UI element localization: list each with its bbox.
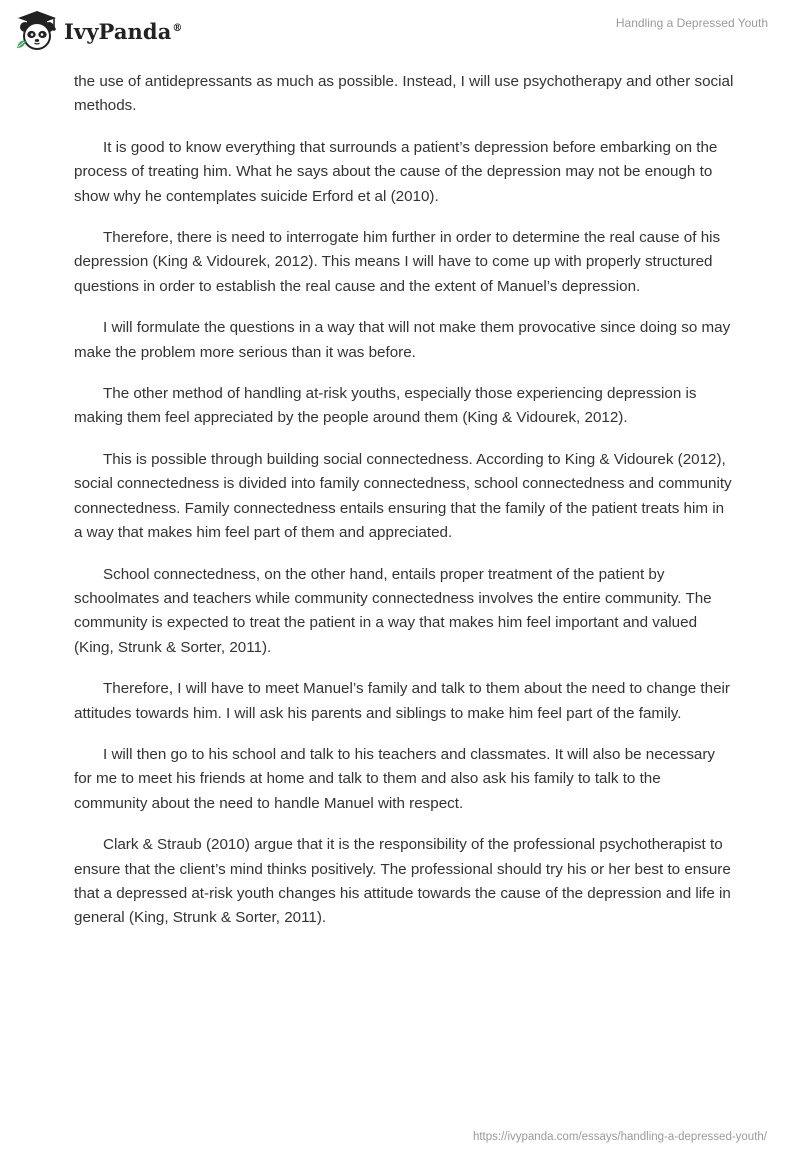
essay-body [74,70,734,948]
paragraph-6: This is possible through building social connectedness. According to King & Vidourek (2012), social connectedness is divided into family connectedness, school connectedness and community connectedness. Family connectedness entails ensuring that the family of the patient treats him in a way that makes him feel part of them and appreciated. [74,450,732,542]
paragraph-1: the use of antidepressants as much as possible. Instead, I will use psychotherapy and other social methods. [74,73,734,115]
paragraph-3: Therefore, there is need to interrogate him further in order to determine the real cause of his depression (King & Vidourek, 2012). This means I will have to come up with properly structured questions in order to establish the real cause and the extent of Manuel’s depression. [74,229,721,295]
registered-mark: ® [172,22,183,34]
page-title: Handling a Depressed Youth [615,16,768,30]
panda-graduate-icon [14,8,60,54]
paragraph-4: I will formulate the questions in a way that will not make them provocative since doing so may make the problem more serious than it was before. [74,319,731,361]
paragraph-9: I will then go to his school and talk to his teachers and classmates. It will also be necessary for me to meet his friends at home and talk to them and also ask his family to talk to the community about the need to handle Manuel with respect. [74,745,716,812]
ivypanda-logo[interactable] [14,8,192,54]
paragraph-10: Clark & Straub (2010) argue that it is the responsibility of the professional psychotherapist to ensure that the client’s mind thinks positively. The professional should try his or her best to ensure that a depressed at-risk youth changes his attitude towards the cause of the depression and life in general (King, Strunk & Sorter, 2011). [74,836,731,927]
paragraph-2: It is good to know everything that surrounds a patient’s depression before embarking on the process of treating him. What he says about the cause of the depression may not be enough to show why he contemplates suicide Erford et al (2010). [74,138,718,205]
brand-name: IvyPanda® [64,18,183,44]
page-header [0,0,800,62]
source-url[interactable]: https://ivypanda.com/essays/handling-a-depressed-youth/ [472,1131,767,1143]
paragraph-8: Therefore, I will have to meet Manuel’s family and talk to them about the need to change their attitudes towards him. I will ask his parents and siblings to make him feel part of the family. [74,680,730,722]
paragraph-7: School connectedness, on the other hand, entails proper treatment of the patient by schoolmates and teachers while community connectedness involves the entire community. The community is expected to treat the patient in a way that makes him feel important and valued (King, Strunk & Sorter, 2011). [74,565,712,656]
paragraph-5: The other method of handling at-risk youths, especially those experiencing depression is making them feel appreciated by the people around them (King & Vidourek, 2012). [74,385,697,427]
